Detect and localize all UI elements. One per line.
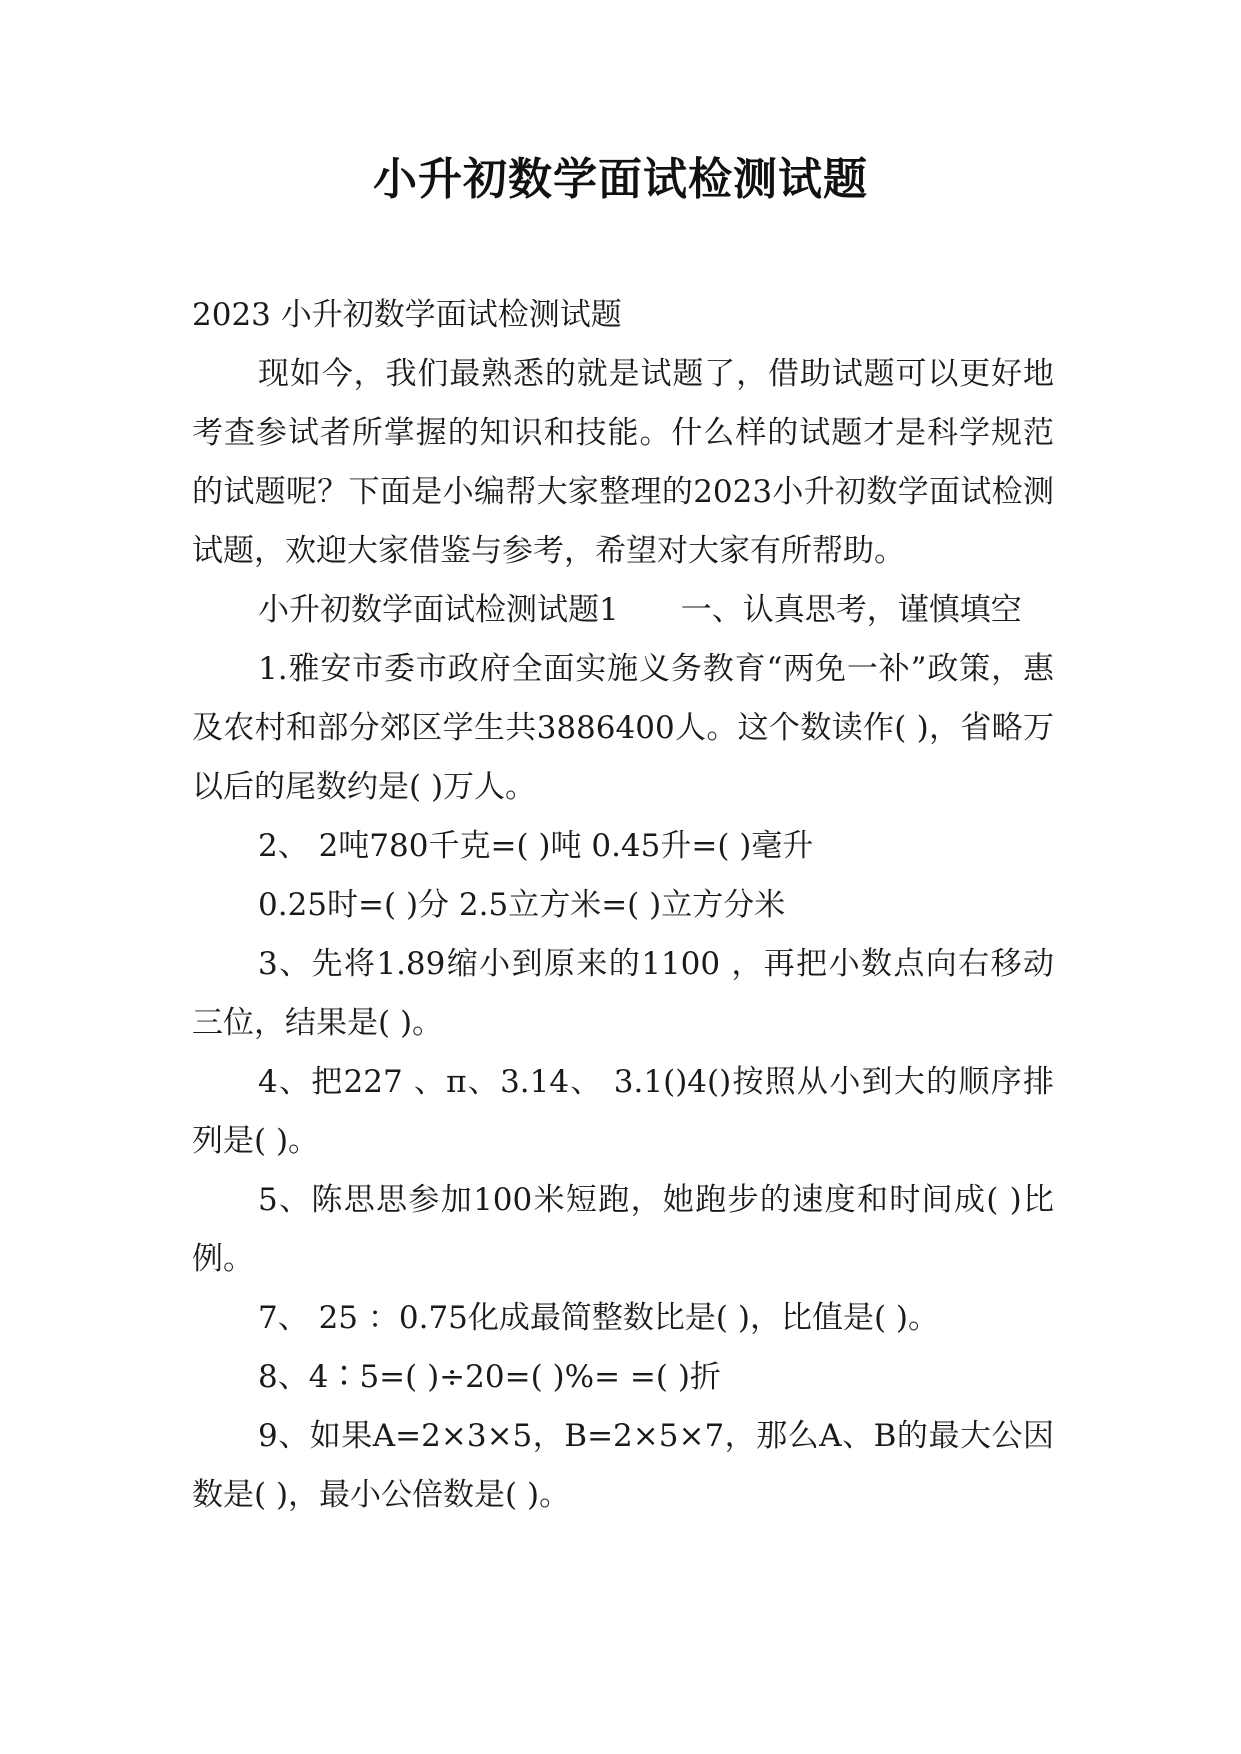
section-heading: 小升初数学面试检测试题1 一、认真思考，谨慎填空: [258, 592, 1022, 628]
document-title: 小升初数学面试检测试题: [373, 154, 868, 205]
question-8: 8、4∶5=( )÷20=( )%= =( )折: [258, 1359, 721, 1395]
intro-paragraph: 现如今，我们最熟悉的就是试题了，借助试题可以更好地考查参试者所掌握的知识和技能。什么样的试题才是科学规范的试题呢？下面是小编帮大家整理的2023小升初数学面试检测试题，欢迎大家借鉴与参考，希望对大家有所帮助。: [192, 356, 1054, 569]
question-2: 2、 2吨780千克=( )吨 0.45升=( )毫升: [258, 828, 814, 864]
question-9: 9、如果A=2×3×5，B=2×5×7，那么A、B的最大公因数是( )，最小公倍数是( )。: [192, 1418, 1054, 1513]
question-2-continued: 0.25时=( )分 2.5立方米=( )立方分米: [258, 887, 786, 923]
document-body: [192, 286, 1054, 1525]
question-1: 1.雅安市委市政府全面实施义务教育“两免一补”政策，惠及农村和部分郊区学生共3886400人。这个数读作( )，省略万以后的尾数约是( )万人。: [192, 651, 1054, 805]
question-7: 7、 25 ：0.75化成最简整数比是( )，比值是( )。: [258, 1300, 939, 1336]
question-5: 5、陈思思参加100米短跑，她跑步的速度和时间成( )比例。: [192, 1182, 1054, 1277]
document-subtitle: 2023 小升初数学面试检测试题: [192, 297, 622, 333]
question-4: 4、把227 、π、3.14、 3.1()4()按照从小到大的顺序排列是( )。: [192, 1064, 1054, 1159]
question-3: 3、先将1.89缩小到原来的1100 ，再把小数点向右移动三位，结果是( )。: [192, 946, 1054, 1041]
